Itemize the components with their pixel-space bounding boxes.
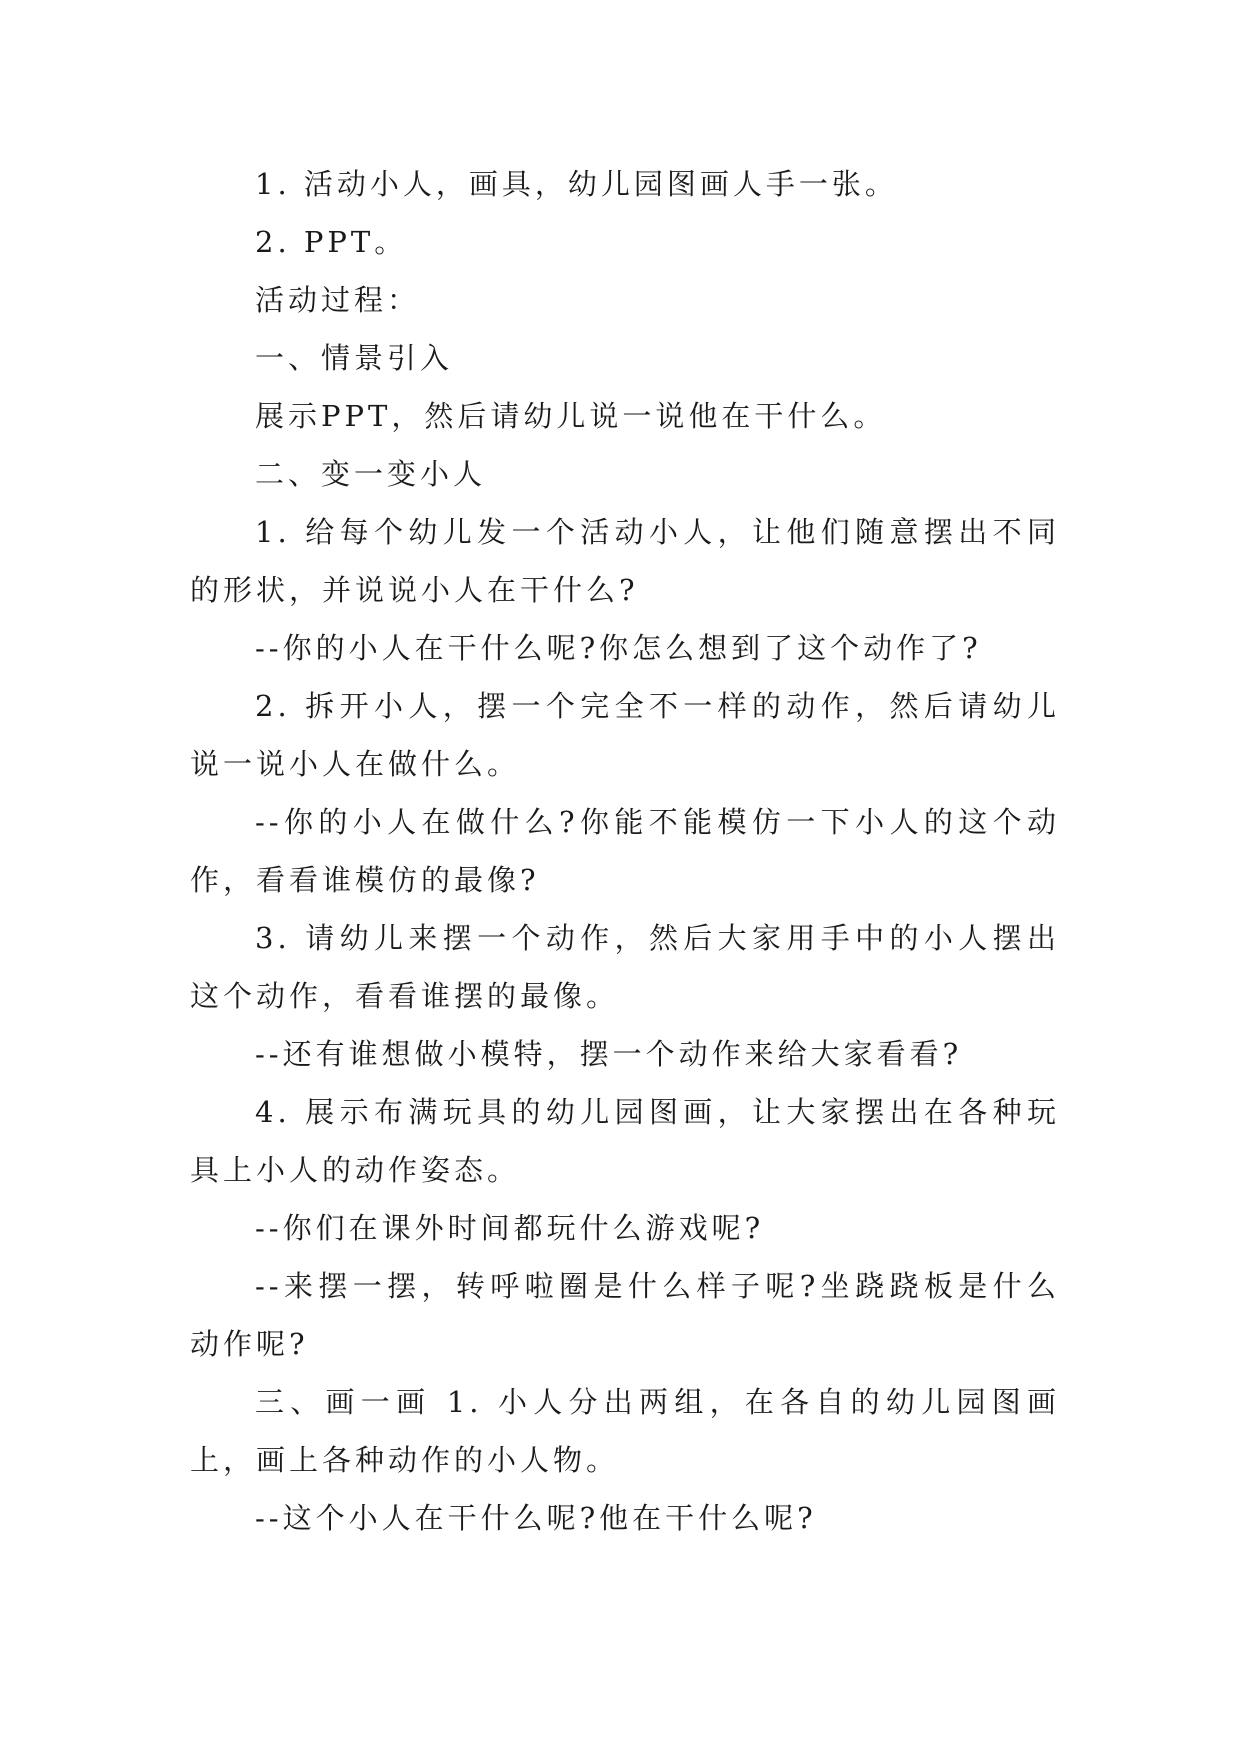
section-heading-process: 活动过程： (255, 283, 421, 317)
paragraph-intro: 展示PPT，然后请幼儿说一说他在干什么。 (255, 399, 887, 433)
paragraph-step-3: 3. 请幼儿来摆一个动作，然后大家用手中的小人摆出这个动作，看看谁摆的最像。 (190, 921, 1060, 1013)
paragraph-step-4: 4. 展示布满玩具的幼儿园图画，让大家摆出在各种玩具上小人的动作姿态。 (190, 1095, 1060, 1187)
paragraph-materials-1: 1. 活动小人，画具，幼儿园图画人手一张。 (255, 167, 898, 201)
paragraph-question-6: --这个小人在干什么呢?他在干什么呢? (255, 1501, 817, 1535)
paragraph-question-4: --你们在课外时间都玩什么游戏呢? (255, 1211, 765, 1245)
document-body (190, 155, 1060, 1547)
paragraph-step-1: 1. 给每个幼儿发一个活动小人，让他们随意摆出不同的形状，并说说小人在干什么? (190, 515, 1060, 607)
paragraph-question-1: --你的小人在干什么呢?你怎么想到了这个动作了? (255, 631, 982, 665)
paragraph-question-3: --还有谁想做小模特，摆一个动作来给大家看看? (255, 1037, 963, 1071)
paragraph-question-5: --来摆一摆，转呼啦圈是什么样子呢?坐跷跷板是什么动作呢? (190, 1269, 1060, 1361)
section-heading-draw: 三、画一画 1. 小人分出两组，在各自的幼儿园图画上，画上各种动作的小人物。 (190, 1385, 1060, 1477)
paragraph-question-2: --你的小人在做什么?你能不能模仿一下小人的这个动作，看看谁模仿的最像? (190, 805, 1060, 897)
paragraph-step-2: 2. 拆开小人，摆一个完全不一样的动作，然后请幼儿说一说小人在做什么。 (190, 689, 1060, 781)
section-heading-change: 二、变一变小人 (255, 457, 487, 491)
paragraph-materials-2: 2. PPT。 (255, 225, 408, 259)
section-heading-intro: 一、情景引入 (255, 341, 454, 375)
